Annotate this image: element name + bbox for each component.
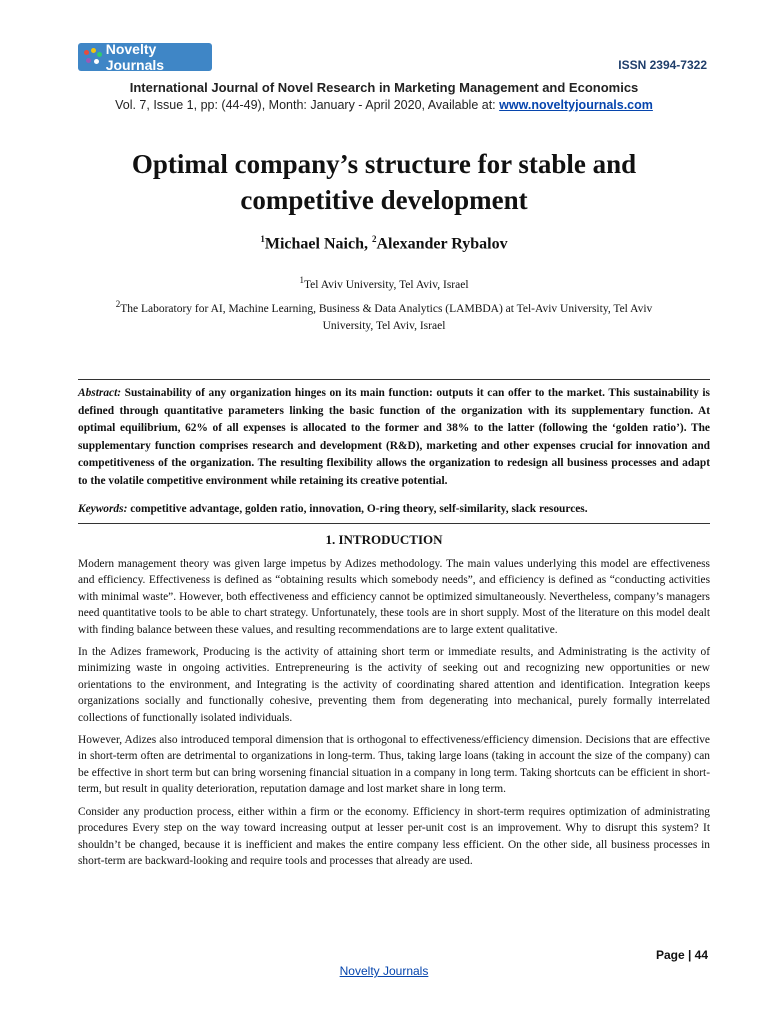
journal-title: International Journal of Novel Research in Marketing Management and Economics <box>129 80 639 95</box>
author1-number: 1 <box>260 234 265 244</box>
paragraph: In the Adizes framework, Producing is the activity of attaining short term or immediate results, and Administrating is the activity of minimizing waste in ongoing activities. Entrepreneuring is the activity of seeking out and recognizing new opportunities or new orientations to the environment, and Integrating is the activity of coordinating shared attention and identification. Integration keeps organizations socially and functionally cohesive, preventing them from degenerating into mechanical, purely formally interrelated collections of functionally isolated individuals. <box>78 646 710 724</box>
footer <box>0 964 768 978</box>
affiliation2-number: 2 <box>115 299 121 309</box>
paper-title: Optimal company’s structure for stable and competitive development <box>131 149 637 215</box>
author2-name: Alexander Rybalov <box>376 235 508 253</box>
authors <box>0 234 768 253</box>
logo-text: Novelty Journals <box>105 41 165 73</box>
section-heading: 1. INTRODUCTION <box>325 532 443 547</box>
volume-text: Vol. 7, Issue 1, pp: (44-49), Month: January - April 2020, Available at: <box>115 98 500 112</box>
page-number: Page | 44 <box>655 948 708 962</box>
keywords-label: Keywords: <box>78 503 128 515</box>
keywords-text: competitive advantage, golden ratio, innovation, O-ring theory, self-similarity, slack resources. <box>127 503 588 515</box>
volume-info <box>0 98 768 112</box>
publisher-link[interactable]: Novelty Journals <box>339 964 429 978</box>
affiliation2-text: The Laboratory for AI, Machine Learning, Business & Data Analytics (LAMBDA) at Tel-Aviv University, Tel Aviv University, Tel Aviv, Israel <box>120 302 653 332</box>
affiliation1-text: Tel Aviv University, Tel Aviv, Israel <box>303 278 469 291</box>
divider-top <box>78 379 710 380</box>
paragraph: However, Adizes also introduced temporal dimension that is orthogonal to effectiveness/efficiency dimension. Decisions that are effective in short-term often are detrimental to organizations in long-term. Thus, taking large loans (taking in account the size of the company) can be effective in short term but can bring worsening financial situation in a company in long term. Taking shortcuts can be efficient in short-term, but result in quality deterioration, reputation damage and lost market share in long term. <box>78 734 710 796</box>
logo-dots-icon <box>82 47 103 67</box>
publisher-logo <box>78 43 212 71</box>
paragraph: Consider any production process, either within a firm or the economy. Efficiency in short-term requires optimization of administrating procedures Every step on the way toward increasing output at lesser per-unit cost is an improvement. Why to disrupt this system? It shouldn’t be changed, because it is inefficient and makes the entire company less efficient. On the other side, all business processes in short-term are backward-looking and require tools and processes that already are used. <box>78 805 710 867</box>
keywords <box>78 503 710 515</box>
website-link[interactable]: www.noveltyjournals.com <box>499 98 653 112</box>
issn: ISSN 2394-7322 <box>618 58 707 72</box>
divider-bottom <box>78 523 710 524</box>
author1-name: Michael Naich, <box>264 235 372 253</box>
abstract-text: Sustainability of any organization hinges on its main function: outputs it can offer to the market. This sustainability is defined through quantitative parameters linking the basic function of the organization with its supplementary function. At optimal equilibrium, 62% of all expenses is allocated to the former and 38% to the latter (following the ‘golden ratio’). The supplementary function comprises research and development (R&D), marketing and other expenses crucial for innovation and competitiveness of the organization. The resulting flexibility allows the organization to redesign all business processes and adapt to the volatile competitive environment while retaining its creative potential. <box>78 387 710 487</box>
affiliation1-number: 1 <box>299 275 304 285</box>
affiliation-2 <box>90 296 678 335</box>
abstract <box>78 385 710 491</box>
affiliation-1 <box>90 272 678 294</box>
author2-number: 2 <box>371 234 377 244</box>
section-body <box>78 556 710 875</box>
paragraph: Modern management theory was given large impetus by Adizes methodology. The main values underlying this model are effectiveness and efficiency. Effectiveness is defined as “obtaining results which somebody needs”, and efficiency is defined as “conducting activities with minimal waste”. However, both effectiveness and efficiency cannot be optimized simultaneously. Nevertheless, company’s managers need quantitative tools to be able to chart strategy. Unfortunately, these tools are in short supply. Most of the literature on this model dealt with finding balance between these values, and resulting recommendations are to large extent qualitative. <box>78 558 710 636</box>
abstract-label: Abstract: <box>78 387 122 399</box>
